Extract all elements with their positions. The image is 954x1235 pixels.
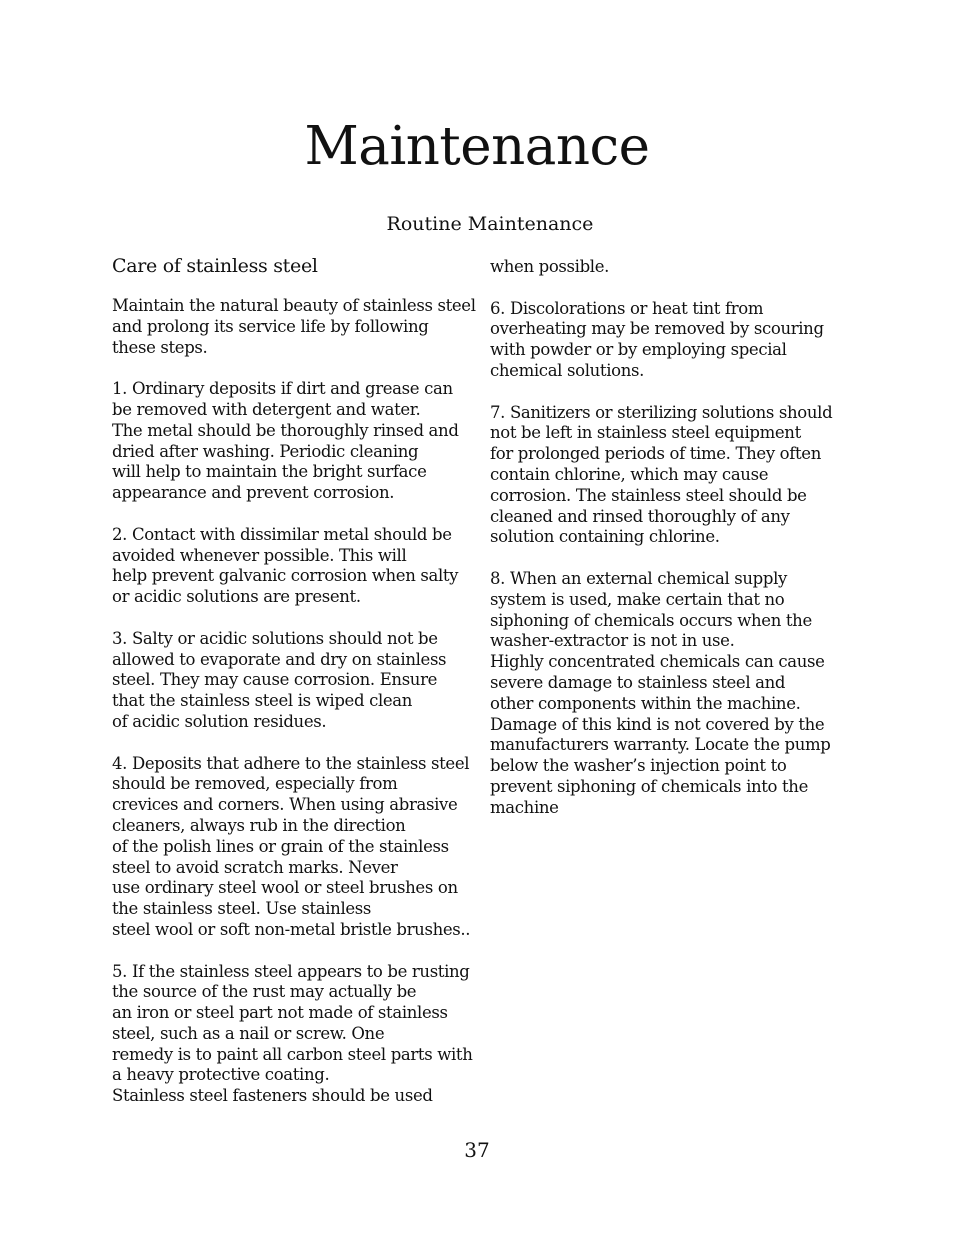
text-line: steel to avoid scratch marks. Never [112,857,398,877]
text-line: 4. Deposits that adhere to the stainless steel [112,753,470,773]
text-line: allowed to evaporate and dry on stainless [112,649,447,669]
text-line: chemical solutions. [490,360,644,380]
paragraph [112,525,472,608]
text-line: should be removed, especially from [112,774,398,794]
text-line: system is used, make certain that no [490,589,785,609]
text-line: will help to maintain the bright surface [112,462,427,482]
text-line: prevent siphoning of chemicals into the [490,776,809,796]
right-column-body [490,257,840,819]
text-line: appearance and prevent corrosion. [112,483,395,503]
paragraph [112,962,472,1108]
text-line: the source of the rust may actually be [112,982,417,1002]
text-line: severe damage to stainless steel and [490,672,786,692]
left-column-body [112,296,476,1107]
text-line: crevices and corners. When using abrasive [112,795,458,815]
page-number: 37 [464,1138,490,1162]
text-line: not be left in stainless steel equipment [490,423,801,443]
text-line: 7. Sanitizers or sterilizing solutions should [490,402,833,422]
subsection-heading: Care of stainless steel [112,255,318,277]
section-title: Routine Maintenance [386,213,594,235]
text-line: of acidic solution residues. [112,711,327,731]
text-line: the stainless steel. Use stainless [112,899,372,919]
text-line: or acidic solutions are present. [112,587,361,607]
paragraph [490,299,840,382]
text-line: Highly concentrated chemicals can cause [490,652,825,672]
text-line: dried after washing. Periodic cleaning [112,441,419,461]
text-line: 8. When an external chemical supply [490,568,787,588]
text-line: of the polish lines or grain of the stainless [112,836,449,856]
text-line: cleaners, always rub in the direction [112,815,406,835]
text-line: when possible. [490,257,610,276]
text-line: an iron or steel part not made of stainless [112,1003,448,1023]
text-line: remedy is to paint all carbon steel parts with [112,1044,473,1064]
text-line: with powder or by employing special [490,340,787,360]
paragraph [490,569,840,819]
paragraph [112,629,472,733]
text-line: below the washer’s injection point to [490,756,787,776]
text-line: these steps. [112,337,208,357]
left-column [112,254,476,1128]
text-line: be removed with detergent and water. [112,399,421,419]
text-line: The metal should be thoroughly rinsed and [112,420,459,440]
paragraph [490,403,840,549]
text-line: solution containing chlorine. [490,527,720,547]
text-line: overheating may be removed by scouring [490,319,824,339]
text-line: manufacturers warranty. Locate the pump [490,735,831,755]
paragraph [112,296,476,358]
page-title: Maintenance [304,116,650,177]
paragraph [112,379,472,504]
text-line: 1. Ordinary deposits if dirt and grease can [112,379,453,399]
right-column [490,254,840,839]
text-line: help prevent galvanic corrosion when salty [112,566,459,586]
text-line: 3. Salty or acidic solutions should not be [112,628,438,648]
text-line: avoided whenever possible. This will [112,545,407,565]
text-line: contain chlorine, which may cause [490,464,769,484]
text-line: and prolong its service life by following [112,316,429,336]
text-line: Maintain the natural beauty of stainless steel [112,296,476,315]
text-line: 6. Discolorations or heat tint from [490,298,764,318]
text-line: steel wool or soft non-metal bristle brushes.. [112,919,471,939]
text-line: that the stainless steel is wiped clean [112,691,413,711]
text-line: washer-extractor is not in use. [490,631,735,651]
text-line: Damage of this kind is not covered by the [490,714,825,734]
text-line: machine [490,797,559,817]
text-line: 2. Contact with dissimilar metal should be [112,524,452,544]
text-line: siphoning of chemicals occurs when the [490,610,812,630]
text-line: for prolonged periods of time. They often [490,444,821,464]
text-line: 5. If the stainless steel appears to be rusting [112,961,470,981]
text-line: cleaned and rinsed thoroughly of any [490,506,790,526]
paragraph [490,257,840,278]
text-line: steel, such as a nail or screw. One [112,1023,385,1043]
text-line: use ordinary steel wool or steel brushes on [112,878,458,898]
text-line: other components within the machine. [490,693,801,713]
text-line: corrosion. The stainless steel should be [490,485,807,505]
paragraph [112,754,472,941]
text-line: a heavy protective coating. [112,1065,330,1085]
text-line: steel. They may cause corrosion. Ensure [112,670,438,690]
text-line: Stainless steel fasteners should be used [112,1086,433,1106]
